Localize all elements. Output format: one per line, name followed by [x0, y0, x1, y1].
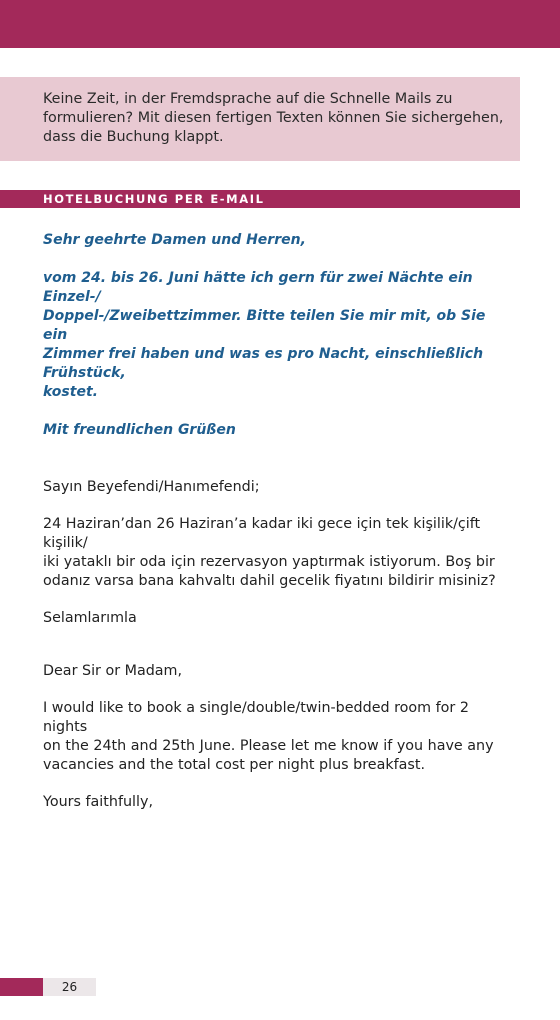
email-templates — [43, 231, 513, 812]
english-closing: Yours faithfully, — [43, 794, 153, 810]
german-closing: Mit freundlichen Grüßen — [43, 422, 236, 438]
turkish-closing: Selamlarımla — [43, 610, 137, 626]
english-salutation: Dear Sir or Madam, — [43, 663, 183, 679]
page-number: 26 — [43, 978, 96, 996]
intro-text: Keine Zeit, in der Fremdsprache auf die Schnelle Mails zu formulieren? Mit diesen fertigen Texten können Sie sichergehen, dass die Buchung klappt. — [43, 91, 504, 145]
turkish-salutation: Sayın Beyefendi/Hanımefendi; — [43, 479, 260, 495]
german-salutation: Sehr geehrte Damen und Herren, — [43, 232, 306, 248]
top-accent-bar — [0, 0, 560, 48]
section-heading: HOTELBUCHUNG PER E-MAIL — [0, 190, 520, 208]
german-body: vom 24. bis 26. Juni hätte ich gern für zwei Nächte ein Einzel-/ Doppel-/Zweibettzimmer. Bitte teilen Sie mir mit, ob Sie ein Zimmer frei haben und was es pro Nacht, einschließlich Frühstück, kostet. — [43, 270, 486, 400]
english-body: I would like to book a single/double/twin-bedded room for 2 nights on the 24th and 25th June. Please let me know if you have any vacancies and the total cost per night plus breakfast. — [43, 700, 494, 773]
turkish-body: 24 Haziran’dan 26 Haziran’a kadar iki gece için tek kişilik/çift kişilik/ iki yataklı bir oda için rezervasyon yaptırmak istiyorum. Boş bir odanız varsa bana kahvaltı dahil gecelik fiyatını bildirir misiniz? — [43, 516, 496, 589]
intro-box — [0, 77, 520, 161]
footer-accent-bar — [0, 978, 43, 996]
